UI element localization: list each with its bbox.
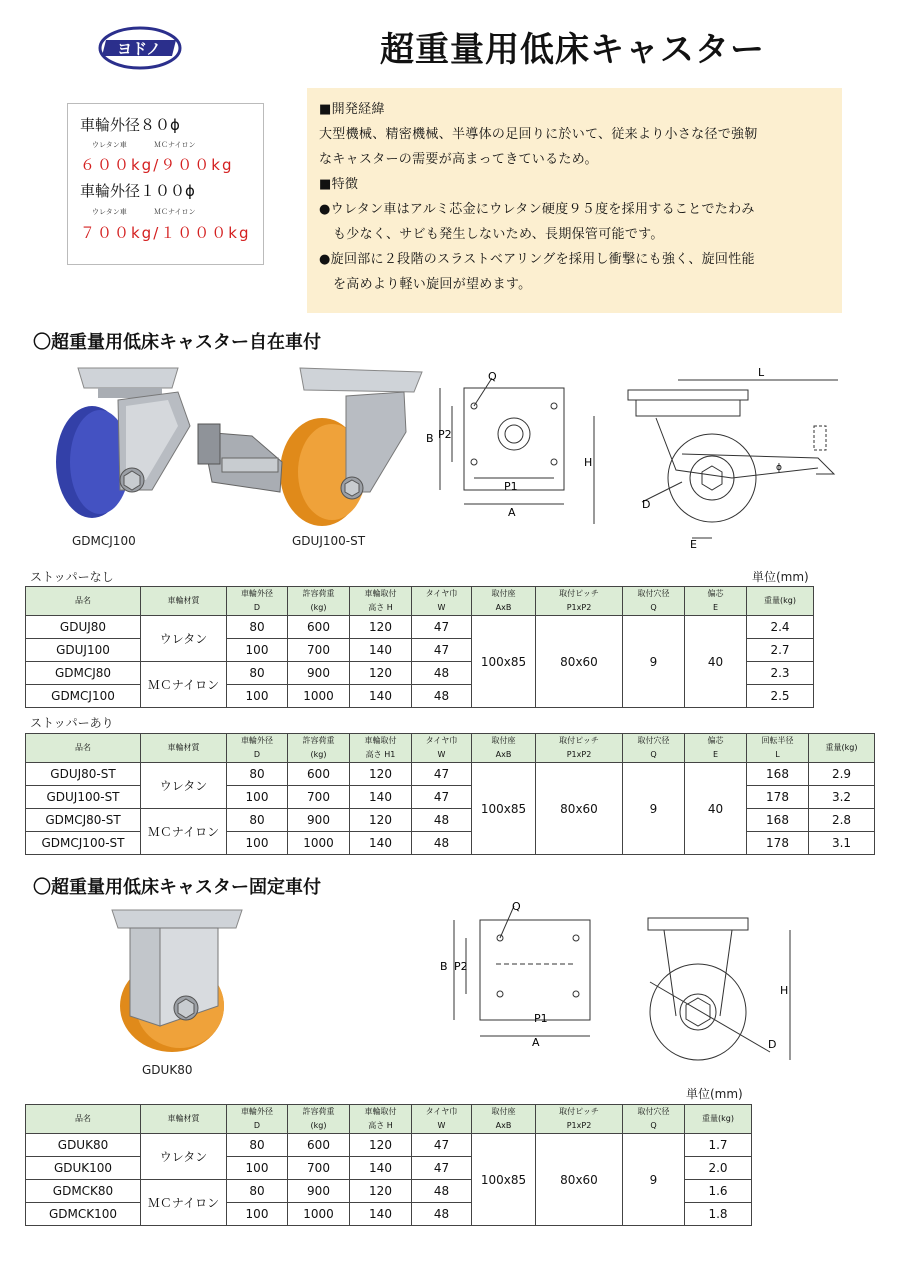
col-header: 重量(kg) — [809, 734, 875, 763]
info-bullet: ●旋回部に２段階のスラストベアリングを採用し衝撃にも強く、旋回性能 — [319, 252, 755, 267]
cell-diameter: 100 — [227, 1157, 288, 1180]
cell-height: 120 — [350, 662, 412, 685]
col-header: 取付穴径 Q — [623, 587, 685, 616]
col-header: 偏芯 E — [685, 734, 747, 763]
col-header: 取付座 AxB — [472, 587, 536, 616]
col-header: 車輪外径 D — [227, 587, 288, 616]
col-header: 取付ピッチ P1xP2 — [536, 587, 623, 616]
dim-label-p1: P1 — [534, 1012, 548, 1025]
cell-pitch: 80x60 — [536, 763, 623, 855]
cell-weight: 1.7 — [685, 1134, 752, 1157]
page-title: 超重量用低床キャスター — [380, 30, 765, 70]
section-title-swivel: 〇超重量用低床キャスター自在車付 — [33, 332, 321, 353]
cell-width: 48 — [412, 1180, 472, 1203]
col-header: 回転半径 L — [747, 734, 809, 763]
cell-mount: 100x85 — [472, 616, 536, 708]
cell-weight: 1.8 — [685, 1203, 752, 1226]
cell-model: GDUJ80 — [26, 616, 141, 639]
cell-height: 140 — [350, 1203, 412, 1226]
cell-width: 48 — [412, 832, 472, 855]
photo-caption: GDUK80 — [142, 1063, 193, 1077]
cell-model: GDMCK80 — [26, 1180, 141, 1203]
cell-load: 700 — [288, 786, 350, 809]
cell-offset: 40 — [685, 763, 747, 855]
cell-weight: 2.3 — [747, 662, 814, 685]
cell-weight: 2.4 — [747, 616, 814, 639]
cell-hole: 9 — [623, 763, 685, 855]
table-header-row — [26, 1105, 752, 1134]
dim-label-b: B — [440, 960, 448, 973]
col-header: タイヤ巾 W — [412, 734, 472, 763]
col-header: 車輪材質 — [141, 734, 227, 763]
dim-label-q: Q — [488, 370, 497, 383]
cell-model: GDMCJ100 — [26, 685, 141, 708]
cell-offset: 40 — [685, 616, 747, 708]
drawing-side-view-fixed — [640, 912, 800, 1068]
col-header: 品名 — [26, 1105, 141, 1134]
table-label-no-stopper: ストッパーなし — [30, 570, 114, 584]
col-header: 取付ピッチ P1xP2 — [536, 734, 623, 763]
caster-photo-orange-stopper — [192, 362, 427, 532]
cell-load: 600 — [288, 1134, 350, 1157]
cell-height: 120 — [350, 809, 412, 832]
spec-table-no-stopper — [25, 586, 814, 708]
company-logo — [98, 26, 182, 70]
cell-height: 120 — [350, 1134, 412, 1157]
cell-model: GDUJ80-ST — [26, 763, 141, 786]
dim-label-a: A — [532, 1036, 540, 1048]
cell-diameter: 100 — [227, 832, 288, 855]
photo-caption: GDUJ100-ST — [292, 534, 366, 548]
col-header: 取付穴径 Q — [623, 1105, 685, 1134]
photo-caption: GDMCJ100 — [72, 534, 136, 548]
table-row — [26, 616, 814, 639]
spec-sub-mc: ＭＣナイロン — [154, 208, 196, 216]
cell-load: 1000 — [288, 1203, 350, 1226]
cell-load: 900 — [288, 1180, 350, 1203]
cell-width: 47 — [412, 763, 472, 786]
info-heading-development: ■開発経緯 — [319, 102, 385, 117]
cell-diameter: 100 — [227, 786, 288, 809]
dim-label-q: Q — [512, 900, 521, 913]
cell-hole: 9 — [623, 1134, 685, 1226]
col-header: 車輪外径 D — [227, 1105, 288, 1134]
caster-photo-fixed — [100, 906, 250, 1056]
info-bullet: ●ウレタン車はアルミ芯金にウレタン硬度９５度を採用することでたわみ — [319, 202, 755, 217]
cell-diameter: 80 — [227, 1180, 288, 1203]
cell-mount: 100x85 — [472, 1134, 536, 1226]
dim-label-d: D — [768, 1038, 777, 1051]
dim-label-d: D — [642, 498, 651, 511]
col-header: 品名 — [26, 587, 141, 616]
cell-height: 140 — [350, 832, 412, 855]
cell-load: 1000 — [288, 685, 350, 708]
col-header: 重量(kg) — [685, 1105, 752, 1134]
cell-weight: 2.0 — [685, 1157, 752, 1180]
cell-diameter: 80 — [227, 809, 288, 832]
dim-label-p2: P2 — [454, 960, 468, 973]
col-header: 取付穴径 Q — [623, 734, 685, 763]
cell-load: 900 — [288, 809, 350, 832]
cell-load: 700 — [288, 639, 350, 662]
col-header: 品名 — [26, 734, 141, 763]
cell-diameter: 80 — [227, 662, 288, 685]
cell-width: 48 — [412, 662, 472, 685]
dim-label-p1: P1 — [504, 480, 518, 493]
cell-diameter: 100 — [227, 1203, 288, 1226]
cell-height: 140 — [350, 639, 412, 662]
cell-load: 600 — [288, 763, 350, 786]
spec-line-100: 車輪外径１００ϕ — [80, 182, 195, 200]
dim-label-a: A — [508, 506, 516, 519]
cell-pitch: 80x60 — [536, 616, 623, 708]
cell-radius: 168 — [747, 763, 809, 786]
cell-model: GDUK100 — [26, 1157, 141, 1180]
cell-diameter: 100 — [227, 685, 288, 708]
cell-hole: 9 — [623, 616, 685, 708]
cell-load: 700 — [288, 1157, 350, 1180]
col-header: 車輪材質 — [141, 587, 227, 616]
cell-radius: 178 — [747, 786, 809, 809]
cell-weight: 3.1 — [809, 832, 875, 855]
cell-model: GDMCJ100-ST — [26, 832, 141, 855]
cell-width: 48 — [412, 685, 472, 708]
col-header: 許容荷重 (kg) — [288, 587, 350, 616]
cell-material: ＭＣナイロン — [141, 662, 227, 708]
cell-height: 140 — [350, 685, 412, 708]
cell-pitch: 80x60 — [536, 1134, 623, 1226]
cell-weight: 2.5 — [747, 685, 814, 708]
cell-weight: 2.8 — [809, 809, 875, 832]
cell-radius: 178 — [747, 832, 809, 855]
cell-load: 600 — [288, 616, 350, 639]
col-header: タイヤ巾 W — [412, 587, 472, 616]
logo-text: ヨドノ — [116, 40, 162, 58]
col-header: 車輪取付 高さ H — [350, 1105, 412, 1134]
table-header-row — [26, 587, 814, 616]
spec-box — [67, 103, 264, 265]
col-header: 取付座 AxB — [472, 1105, 536, 1134]
cell-height: 120 — [350, 616, 412, 639]
cell-diameter: 80 — [227, 763, 288, 786]
cell-weight: 3.2 — [809, 786, 875, 809]
cell-model: GDUK80 — [26, 1134, 141, 1157]
col-header: 車輪取付 高さ H — [350, 587, 412, 616]
info-bullet-cont: も少なく、サビも発生しないため、長期保管可能です。 — [333, 227, 664, 242]
unit-label: 単位(mm) — [752, 570, 809, 584]
col-header: 車輪材質 — [141, 1105, 227, 1134]
dim-label-phi: ϕ — [776, 463, 782, 473]
cell-material: ウレタン — [141, 763, 227, 809]
cell-material: ＭＣナイロン — [141, 809, 227, 855]
table-row — [26, 809, 875, 832]
unit-label: 単位(mm) — [686, 1087, 743, 1101]
cell-material: ウレタン — [141, 1134, 227, 1180]
table-header-row — [26, 734, 875, 763]
cell-width: 47 — [412, 616, 472, 639]
dim-label-l: L — [758, 366, 765, 379]
cell-width: 47 — [412, 1157, 472, 1180]
drawing-top-view — [420, 370, 580, 520]
cell-width: 47 — [412, 786, 472, 809]
cell-mount: 100x85 — [472, 763, 536, 855]
cell-height: 140 — [350, 1157, 412, 1180]
info-box — [307, 88, 842, 313]
drawing-top-view-fixed — [436, 900, 596, 1048]
cell-height: 120 — [350, 763, 412, 786]
col-header: 取付ピッチ P1xP2 — [536, 1105, 623, 1134]
info-heading-features: ■特徴 — [319, 177, 359, 192]
table-label-with-stopper: ストッパーあり — [30, 716, 114, 730]
cell-model: GDMCK100 — [26, 1203, 141, 1226]
spec-load-80: ６００kg/９００kg — [80, 156, 234, 174]
col-header: 許容荷重 (kg) — [288, 1105, 350, 1134]
cell-height: 120 — [350, 1180, 412, 1203]
cell-width: 48 — [412, 809, 472, 832]
spec-sub-urethane: ウレタン車 — [92, 208, 127, 216]
cell-height: 140 — [350, 786, 412, 809]
cell-weight: 2.7 — [747, 639, 814, 662]
info-text: 大型機械、精密機械、半導体の足回りに於いて、従来より小さな径で強靭 — [319, 127, 758, 142]
col-header: タイヤ巾 W — [412, 1105, 472, 1134]
section-title-fixed: 〇超重量用低床キャスター固定車付 — [33, 877, 321, 898]
cell-weight: 2.9 — [809, 763, 875, 786]
cell-load: 1000 — [288, 832, 350, 855]
cell-diameter: 80 — [227, 616, 288, 639]
cell-model: GDUJ100 — [26, 639, 141, 662]
dim-label-p2: P2 — [438, 428, 452, 441]
dim-label-h: H — [584, 456, 593, 469]
dim-label-e: E — [690, 538, 697, 551]
col-header: 許容荷重 (kg) — [288, 734, 350, 763]
spec-table-with-stopper — [25, 733, 875, 855]
col-header: 重量(kg) — [747, 587, 814, 616]
cell-model: GDUJ100-ST — [26, 786, 141, 809]
cell-width: 47 — [412, 1134, 472, 1157]
cell-diameter: 100 — [227, 639, 288, 662]
col-header: 取付座 AxB — [472, 734, 536, 763]
col-header: 車輪外径 D — [227, 734, 288, 763]
info-text: なキャスターの需要が高まってきているため。 — [319, 152, 598, 167]
cell-model: GDMCJ80-ST — [26, 809, 141, 832]
drawing-side-view — [582, 362, 857, 552]
cell-material: ＭＣナイロン — [141, 1180, 227, 1226]
cell-load: 900 — [288, 662, 350, 685]
cell-model: GDMCJ80 — [26, 662, 141, 685]
caster-photo-blue — [40, 362, 200, 522]
cell-radius: 168 — [747, 809, 809, 832]
spec-sub-mc: ＭＣナイロン — [154, 141, 196, 149]
col-header: 車輪取付 高さ H1 — [350, 734, 412, 763]
cell-width: 47 — [412, 639, 472, 662]
dim-label-h: H — [780, 984, 789, 997]
info-bullet-cont: を高めより軽い旋回が望めます。 — [333, 277, 532, 292]
cell-width: 48 — [412, 1203, 472, 1226]
spec-line-80: 車輪外径８０ϕ — [80, 116, 180, 134]
table-row — [26, 763, 875, 786]
spec-load-100: ７００kg/１０００kg — [80, 224, 251, 242]
cell-diameter: 80 — [227, 1134, 288, 1157]
table-row — [26, 1134, 752, 1157]
dim-label-b: B — [426, 432, 434, 445]
col-header: 偏芯 E — [685, 587, 747, 616]
spec-table-fixed — [25, 1104, 752, 1226]
spec-sub-urethane: ウレタン車 — [92, 141, 127, 149]
cell-material: ウレタン — [141, 616, 227, 662]
cell-weight: 1.6 — [685, 1180, 752, 1203]
